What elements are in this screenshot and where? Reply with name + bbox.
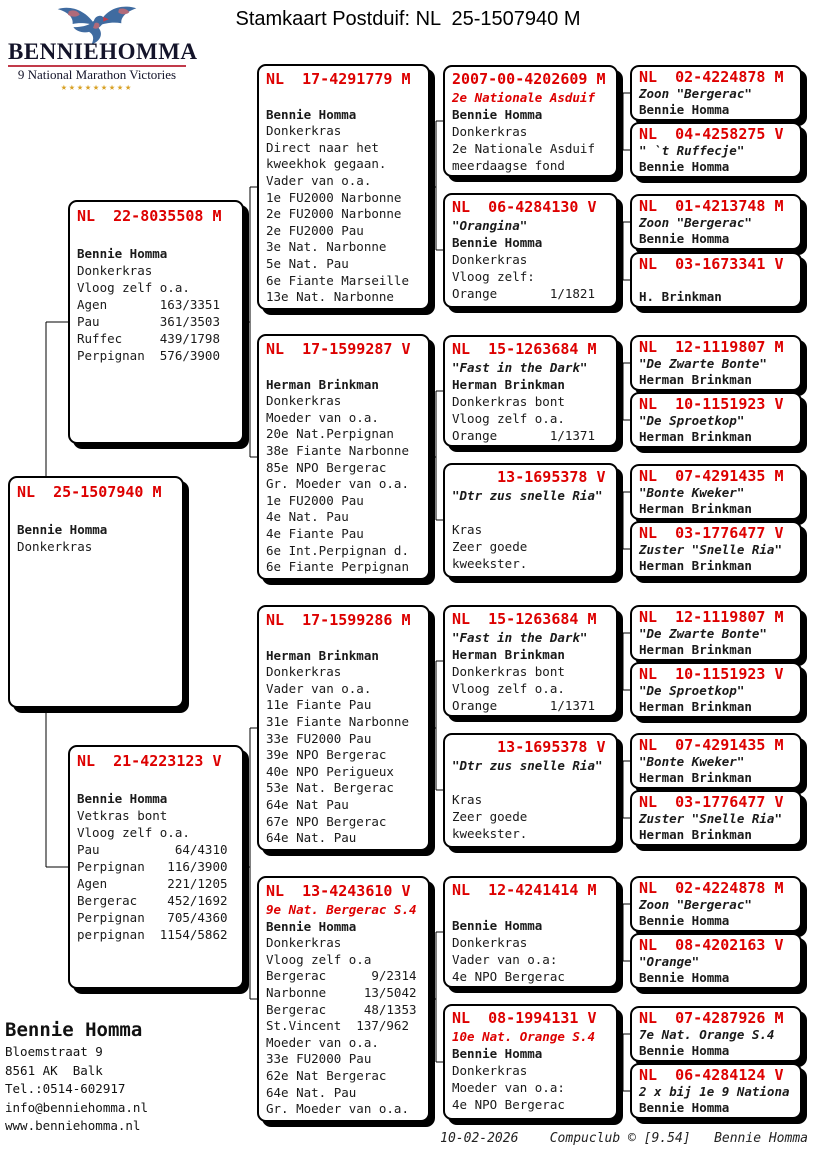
info-line: Agen 221/1205 (77, 876, 228, 891)
info-line: Donkerkras (266, 935, 342, 951)
bird-nickname: Zuster "Snelle Ria" (639, 542, 782, 557)
info-line: Donkerkras (266, 123, 342, 139)
info-line (452, 900, 616, 917)
info-line: Vloog zelf o.a. (452, 411, 565, 426)
owner-name: Bennie Homma (452, 1046, 543, 1061)
owner-name: Herman Brinkman (266, 376, 379, 392)
ring-number: NL 06-4284124 V (639, 1066, 784, 1084)
print-footer: 10-02-2026 Compuclub © [9.54] Bennie Homma (440, 1131, 808, 1146)
pedigree-box-NL-12-1119807-M (630, 605, 802, 661)
info-line (266, 90, 428, 107)
pedigree-box-NL-17-1599286-M (257, 605, 430, 851)
pedigree-box-NL-17-1599287-V (257, 334, 430, 580)
pedigree-box-NL-03-1776477-V (630, 521, 802, 578)
info-line: Donkerkras (77, 263, 153, 278)
pedigree-box-NL-13-4243610-V (257, 876, 430, 1122)
ring-number: NL 25-1507940 M (17, 483, 162, 501)
info-line: 11e Fiante Pau (266, 697, 372, 713)
breeder-phone: Tel.:0514-602917 (5, 1081, 126, 1096)
info-line: Zeer goede (452, 809, 528, 824)
breeder-address-street: Bloemstraat 9 (5, 1044, 103, 1059)
pedigree-box-NL-22-8035508-M (68, 200, 244, 444)
info-line: kweekster. (452, 826, 528, 841)
pedigree-box-NL-04-4258275-V (630, 122, 802, 178)
ring-number: NL 03-1776477 V (639, 524, 784, 542)
bird-nickname: "De Sproetkop" (639, 413, 745, 428)
ring-number: NL 12-1119807 M (639, 338, 784, 356)
ring-number: NL 17-1599287 V (266, 340, 411, 358)
info-line: 5e Nat. Pau (266, 255, 349, 271)
info-line: Agen 163/3351 (77, 297, 220, 312)
info-line: 33e FU2000 Pau (266, 1051, 372, 1067)
performance-title: 10e Nat. Orange S.4 (452, 1029, 595, 1044)
owner-name: Bennie Homma (639, 1100, 730, 1115)
info-line: 4e NPO Bergerac (452, 1097, 565, 1112)
ring-number: NL 15-1263684 M (452, 340, 597, 358)
pedigree-box-NL-06-4284130-V (443, 193, 618, 308)
pedigree-box-NL-21-4223123-V (68, 745, 244, 989)
ring-number: 13-1695378 V (452, 738, 606, 756)
ring-number: NL 03-1776477 V (639, 793, 784, 811)
info-line: Donkerkras (452, 124, 528, 139)
bird-nickname: "De Zwarte Bonte" (639, 626, 767, 641)
owner-name: Bennie Homma (452, 918, 543, 933)
info-line: Ruffec 439/1798 (77, 331, 220, 346)
info-line: 67e NPO Bergerac (266, 813, 387, 829)
pedigree-box-NL-17-4291779-M (257, 64, 430, 310)
ring-number: NL 01-4213748 M (639, 197, 784, 215)
info-line (17, 504, 182, 521)
info-line: 20e Nat.Perpignan (266, 426, 394, 442)
ring-number: NL 07-4287926 M (639, 1009, 784, 1027)
owner-name: H. Brinkman (639, 289, 722, 304)
info-line: 62e Nat Bergerac (266, 1067, 387, 1083)
info-line: 85e NPO Bergerac (266, 459, 387, 475)
pedigree-box-NL-03-1776477-V (630, 790, 802, 846)
info-line: 40e NPO Perigueux (266, 763, 394, 779)
info-line: 2e FU2000 Pau (266, 222, 364, 238)
performance-title: 2e Nationale Asduif (452, 90, 595, 105)
owner-name: Bennie Homma (17, 522, 108, 537)
info-line: 4e NPO Bergerac (452, 969, 565, 984)
info-line: Vader van o.a: (452, 952, 558, 967)
info-line: 2e FU2000 Narbonne (266, 206, 402, 222)
breeder-address-city: 8561 AK Balk (5, 1062, 103, 1078)
ring-number: 2007-00-4202609 M (452, 70, 606, 88)
logo-name (8, 39, 198, 64)
info-line (266, 360, 428, 377)
info-line: 33e FU2000 Pau (266, 730, 372, 746)
bird-nickname: "Orange" (639, 954, 700, 969)
ring-number: NL 03-1673341 V (639, 255, 784, 273)
bird-nickname: "Dtr zus snelle Ria" (452, 758, 603, 773)
ring-number: NL 10-1151923 V (639, 665, 784, 683)
owner-name: Bennie Homma (77, 246, 168, 261)
info-line: Moeder van o.a: (452, 1080, 565, 1095)
owner-name: Bennie Homma (77, 791, 168, 806)
pedigree-box-NL-15-1263684-M (443, 335, 618, 447)
info-line: Bergerac 9/2314 (266, 968, 417, 984)
owner-name: Herman Brinkman (452, 647, 565, 662)
owner-name: Bennie Homma (639, 231, 730, 246)
info-line: 13e Nat. Narbonne (266, 289, 394, 305)
info-line: 64e Nat. Pau (266, 830, 357, 846)
ring-number: NL 08-4202163 V (639, 936, 784, 954)
info-line: Zeer goede (452, 539, 528, 554)
pedigree-box-NL-12-1119807-M (630, 335, 802, 391)
pedigree-box-NL-06-4284124-V (630, 1063, 802, 1119)
ring-number: NL 08-1994131 V (452, 1009, 597, 1027)
pedigree-box-NL-12-4241414-M (443, 876, 618, 988)
info-line: Donkerkras (17, 539, 93, 554)
info-line: Perpignan 705/4360 (77, 910, 228, 925)
owner-name: Bennie Homma (639, 159, 730, 174)
info-line: Vetkras bont (77, 808, 168, 823)
page-title: Stamkaart Postduif: NL 25-1507940 M (235, 8, 581, 30)
bird-nickname: "De Sproetkop" (639, 683, 745, 698)
owner-name: Bennie Homma (452, 107, 543, 122)
pedigree-box-NL-25-1507940-M (8, 476, 184, 708)
owner-name: Herman Brinkman (639, 558, 752, 573)
info-line: Vader van o.a. (266, 680, 372, 696)
ring-number: NL 15-1263684 M (452, 610, 597, 628)
owner-name: Bennie Homma (639, 102, 730, 117)
info-line: perpignan 1154/5862 (77, 927, 228, 942)
logo-stars-icon: ★★★★★★★★★ (60, 82, 134, 93)
info-line: Donkerkras bont (452, 664, 565, 679)
owner-name: Bennie Homma (639, 1043, 730, 1058)
pedigree-box-NL-07-4291435-M (630, 464, 802, 520)
pedigree-box-13-1695378-V (443, 463, 618, 578)
info-line: 31e Fiante Narbonne (266, 713, 409, 729)
pedigree-box-NL-08-4202163-V (630, 933, 802, 989)
info-line: 38e Fiante Narbonne (266, 442, 409, 458)
info-line: Bergerac 452/1692 (77, 893, 228, 908)
info-line: Moeder van o.a. (266, 409, 379, 425)
ring-number: NL 17-1599286 M (266, 611, 411, 629)
pedigree-box-NL-07-4287926-M (630, 1006, 802, 1062)
pedigree-box-NL-10-1151923-V (630, 392, 802, 448)
info-line: 2e Nationale Asduif (452, 141, 595, 156)
bird-nickname: 2 x bij 1e 9 Nationa (639, 1084, 790, 1099)
info-line: 53e Nat. Bergerac (266, 780, 394, 796)
owner-name: Bennie Homma (639, 970, 730, 985)
owner-name: Herman Brinkman (639, 699, 752, 714)
bird-nickname: "Dtr zus snelle Ria" (452, 488, 603, 503)
info-line: 64e Nat. Pau (266, 1084, 357, 1100)
info-line: Vloog zelf: (452, 269, 535, 284)
info-line: Donkerkras bont (452, 394, 565, 409)
breeder-name: Bennie Homma (5, 1019, 143, 1041)
info-line: 6e Int.Perpignan d. (266, 542, 409, 558)
pedigree-box-NL-07-4291435-M (630, 733, 802, 789)
bird-nickname: 7e Nat. Orange S.4 (639, 1027, 775, 1042)
ring-number: NL 17-4291779 M (266, 70, 411, 88)
owner-name: Herman Brinkman (266, 647, 379, 663)
bird-nickname: "Fast in the Dark" (452, 360, 588, 375)
pedigree-box-NL-02-4224878-M (630, 876, 802, 932)
bird-nickname: "Bonte Kweker" (639, 754, 745, 769)
info-line: Pau 361/3503 (77, 314, 220, 329)
info-line: Vader van o.a. (266, 172, 372, 188)
info-line: kweekster. (452, 556, 528, 571)
info-line: Vloog zelf o.a. (452, 681, 565, 696)
info-line: 64e Nat Pau (266, 796, 349, 812)
ring-number: NL 21-4223123 V (77, 752, 222, 770)
owner-name: Herman Brinkman (639, 770, 752, 785)
info-line: Donkerkras (452, 252, 528, 267)
ring-number: NL 22-8035508 M (77, 207, 222, 225)
pedigree-box-NL-10-1151923-V (630, 662, 802, 718)
breeder-email: info@benniehomma.nl (5, 1099, 148, 1115)
ring-number: NL 02-4224878 M (639, 68, 784, 86)
ring-number: NL 10-1151923 V (639, 395, 784, 413)
info-line: Gr. Moeder van o.a. (266, 1101, 409, 1117)
info-line: kweekhok gegaan. (266, 156, 387, 172)
info-line: 3e Nat. Narbonne (266, 239, 387, 255)
breeder-website: www.benniehomma.nl (5, 1118, 141, 1133)
info-line: 6e Fiante Marseille (266, 272, 409, 288)
owner-name: Bennie Homma (266, 106, 357, 122)
pedigree-box-NL-15-1263684-M (443, 605, 618, 717)
info-line: Gr. Moeder van o.a. (266, 476, 409, 492)
info-line (639, 273, 800, 289)
pedigree-box-NL-08-1994131-V (443, 1004, 618, 1120)
pedigree-box-NL-03-1673341-V (630, 252, 802, 308)
info-line: Perpignan 576/3900 (77, 348, 220, 363)
info-line: 39e NPO Bergerac (266, 747, 387, 763)
logo-tagline: 9 National Marathon Victories (17, 67, 177, 82)
logo-name-right: HOMMA (99, 39, 198, 64)
ring-number: NL 07-4291435 M (639, 736, 784, 754)
bird-nickname: "De Zwarte Bonte" (639, 356, 767, 371)
info-line: Donkerkras (452, 935, 528, 950)
ring-number: NL 07-4291435 M (639, 467, 784, 485)
info-line: Vloog zelf o.a. (77, 825, 190, 840)
info-line (452, 774, 616, 791)
info-line: Donkerkras (266, 393, 342, 409)
info-line: 4e Nat. Pau (266, 509, 349, 525)
owner-name: Bennie Homma (639, 913, 730, 928)
ring-number: NL 12-1119807 M (639, 608, 784, 626)
pedigree-box-13-1695378-V (443, 733, 618, 848)
info-line (452, 504, 616, 521)
info-line: St.Vincent 137/962 (266, 1018, 409, 1034)
owner-name: Herman Brinkman (452, 377, 565, 392)
info-line: Orange 1/1821 (452, 286, 595, 301)
info-line: Donkerkras (266, 664, 342, 680)
pedigree-box-2007-00-4202609-M (443, 65, 618, 177)
info-line: Vloog zelf o.a. (77, 280, 190, 295)
owner-name: Bennie Homma (452, 235, 543, 250)
ring-number: 13-1695378 V (452, 468, 606, 486)
bird-nickname: Zuster "Snelle Ria" (639, 811, 782, 826)
ring-number: NL 06-4284130 V (452, 198, 597, 216)
info-line: Pau 64/4310 (77, 842, 228, 857)
bird-nickname: "Fast in the Dark" (452, 630, 588, 645)
info-line: Direct naar het (266, 139, 379, 155)
info-line: Bergerac 48/1353 (266, 1001, 417, 1017)
logo-name-left: BENNIE (8, 39, 100, 64)
info-line: Narbonne 13/5042 (266, 984, 417, 1000)
info-line: Kras (452, 522, 483, 537)
info-line: 4e Fiante Pau (266, 525, 364, 541)
owner-name: Herman Brinkman (639, 372, 752, 387)
bird-nickname: Zoon "Bergerac" (639, 215, 752, 230)
info-line: Orange 1/1371 (452, 698, 595, 713)
breeder-contact-block (5, 1018, 148, 1136)
info-line: 1e FU2000 Pau (266, 492, 364, 508)
bird-nickname: Zoon "Bergerac" (639, 897, 752, 912)
info-line: 1e FU2000 Narbonne (266, 189, 402, 205)
info-line (77, 773, 242, 790)
ring-number: NL 02-4224878 M (639, 879, 784, 897)
info-line: Kras (452, 792, 483, 807)
owner-name: Herman Brinkman (639, 642, 752, 657)
info-line: Moeder van o.a. (266, 1034, 379, 1050)
owner-name: Herman Brinkman (639, 827, 752, 842)
owner-name: Herman Brinkman (639, 501, 752, 516)
info-line: Orange 1/1371 (452, 428, 595, 443)
bird-nickname: "Bonte Kweker" (639, 485, 745, 500)
performance-title: 9e Nat. Bergerac S.4 (266, 902, 417, 917)
ring-number: NL 12-4241414 M (452, 881, 597, 899)
bird-nickname: " `t Ruffecje" (639, 143, 745, 158)
info-line: meerdaagse fond (452, 158, 565, 173)
owner-name: Bennie Homma (266, 918, 357, 934)
pedigree-box-NL-01-4213748-M (630, 194, 802, 250)
info-line: 6e Fiante Perpignan (266, 559, 409, 575)
bird-nickname: Zoon "Bergerac" (639, 86, 752, 101)
pedigree-box-NL-02-4224878-M (630, 65, 802, 121)
info-line (77, 228, 242, 245)
info-line: Donkerkras (452, 1063, 528, 1078)
bird-nickname: "Orangina" (452, 218, 528, 233)
info-line: Vloog zelf o.a (266, 951, 372, 967)
info-line: Perpignan 116/3900 (77, 859, 228, 874)
ring-number: NL 13-4243610 V (266, 882, 411, 900)
info-line (266, 631, 428, 648)
owner-name: Herman Brinkman (639, 429, 752, 444)
ring-number: NL 04-4258275 V (639, 125, 784, 143)
